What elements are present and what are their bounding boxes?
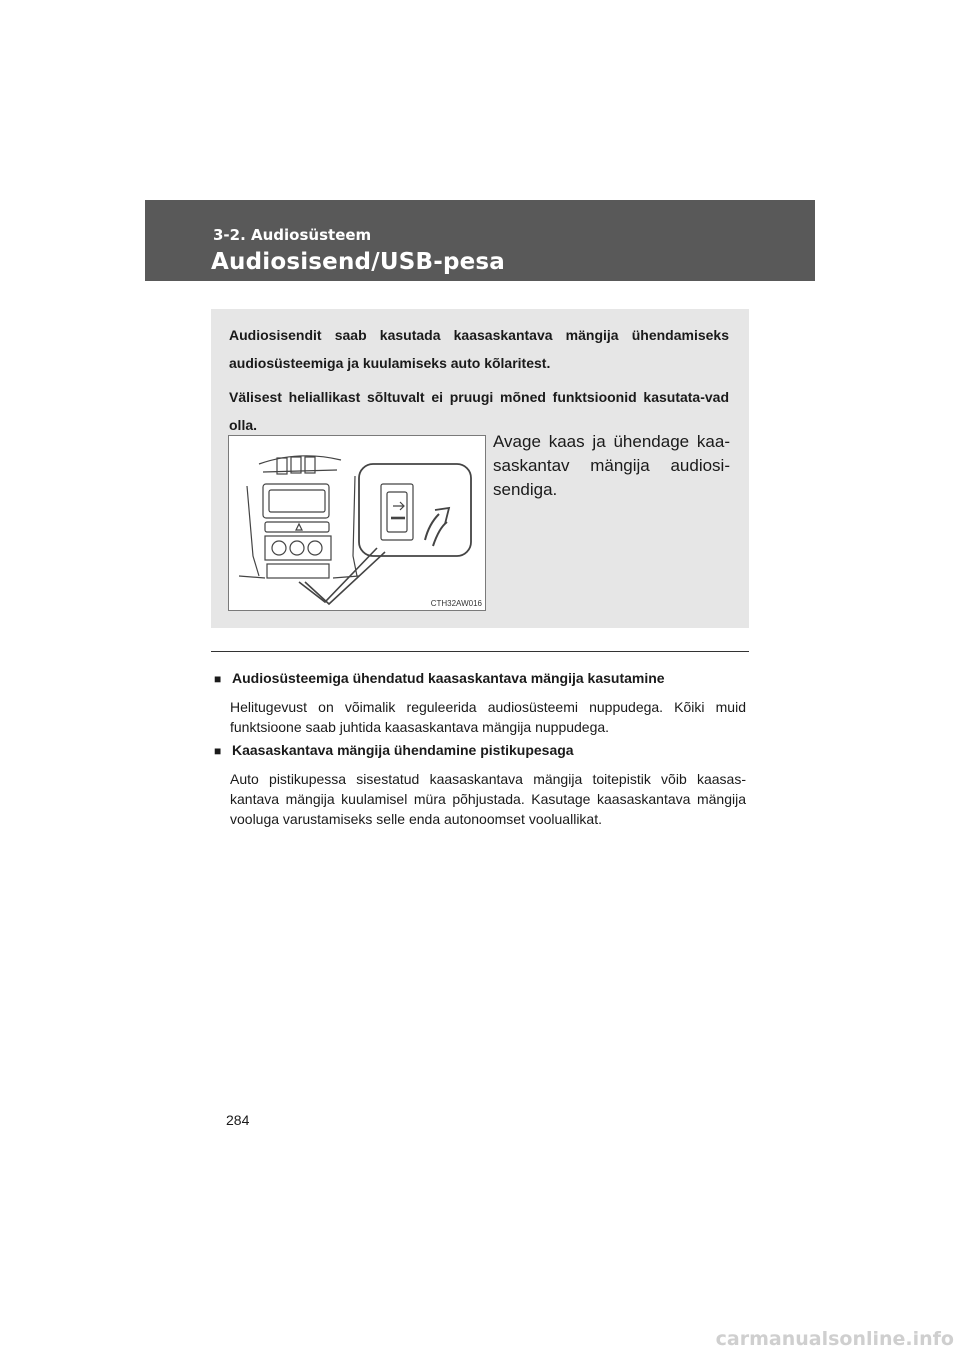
bullet-icon: ■ [214, 744, 222, 758]
console-illustration [228, 435, 486, 611]
note-body: Auto pistikupessa sisestatud kaasaskantava mängija toitepistik võib kaasas-kantava mängija kuulamisel müra põhjustada. Kasutage kaasaskantava mängija vooluga varustamiseks selle enda autonoomset vooluallikat. [230, 771, 746, 827]
watermark: carmanualsonline.info [715, 1328, 954, 1350]
console-drawing [229, 436, 485, 610]
section-label: 3-2. Audiosüsteem [213, 226, 372, 244]
intro-text [229, 321, 729, 445]
page-title: Audiosisend/USB-pesa [211, 249, 506, 275]
note-block [214, 668, 746, 737]
figure-code: CTH32AW016 [430, 599, 482, 608]
instruction-text: Avage kaas ja ühendage kaa-saskantav mängija audiosi-sendiga. [493, 432, 730, 499]
divider [211, 651, 749, 652]
page-number: 284 [226, 1112, 250, 1128]
note-heading [214, 740, 746, 761]
note-block [214, 740, 746, 829]
note-heading-text: Kaasaskantava mängija ühendamine pistikupesaga [232, 742, 574, 758]
note-body: Helitugevust on võimalik reguleerida audiosüsteemi nuppudega. Kõiki muid funktsioone saab juhtida kaasaskantava mängija nuppudega. [230, 699, 746, 735]
bullet-icon: ■ [214, 672, 222, 686]
intro-paragraph: Välisest heliallikast sõltuvalt ei pruugi mõned funktsioonid kasutata-vad olla. [229, 389, 729, 433]
intro-box [211, 309, 749, 628]
section-header-bar [145, 200, 815, 281]
note-heading-text: Audiosüsteemiga ühendatud kaasaskantava mängija kasutamine [232, 670, 665, 686]
intro-paragraph: Audiosisendit saab kasutada kaasaskantava mängija ühendamiseks audiosüsteemiga ja kuulamiseks auto kõlaritest. [229, 327, 729, 371]
note-heading [214, 668, 746, 689]
